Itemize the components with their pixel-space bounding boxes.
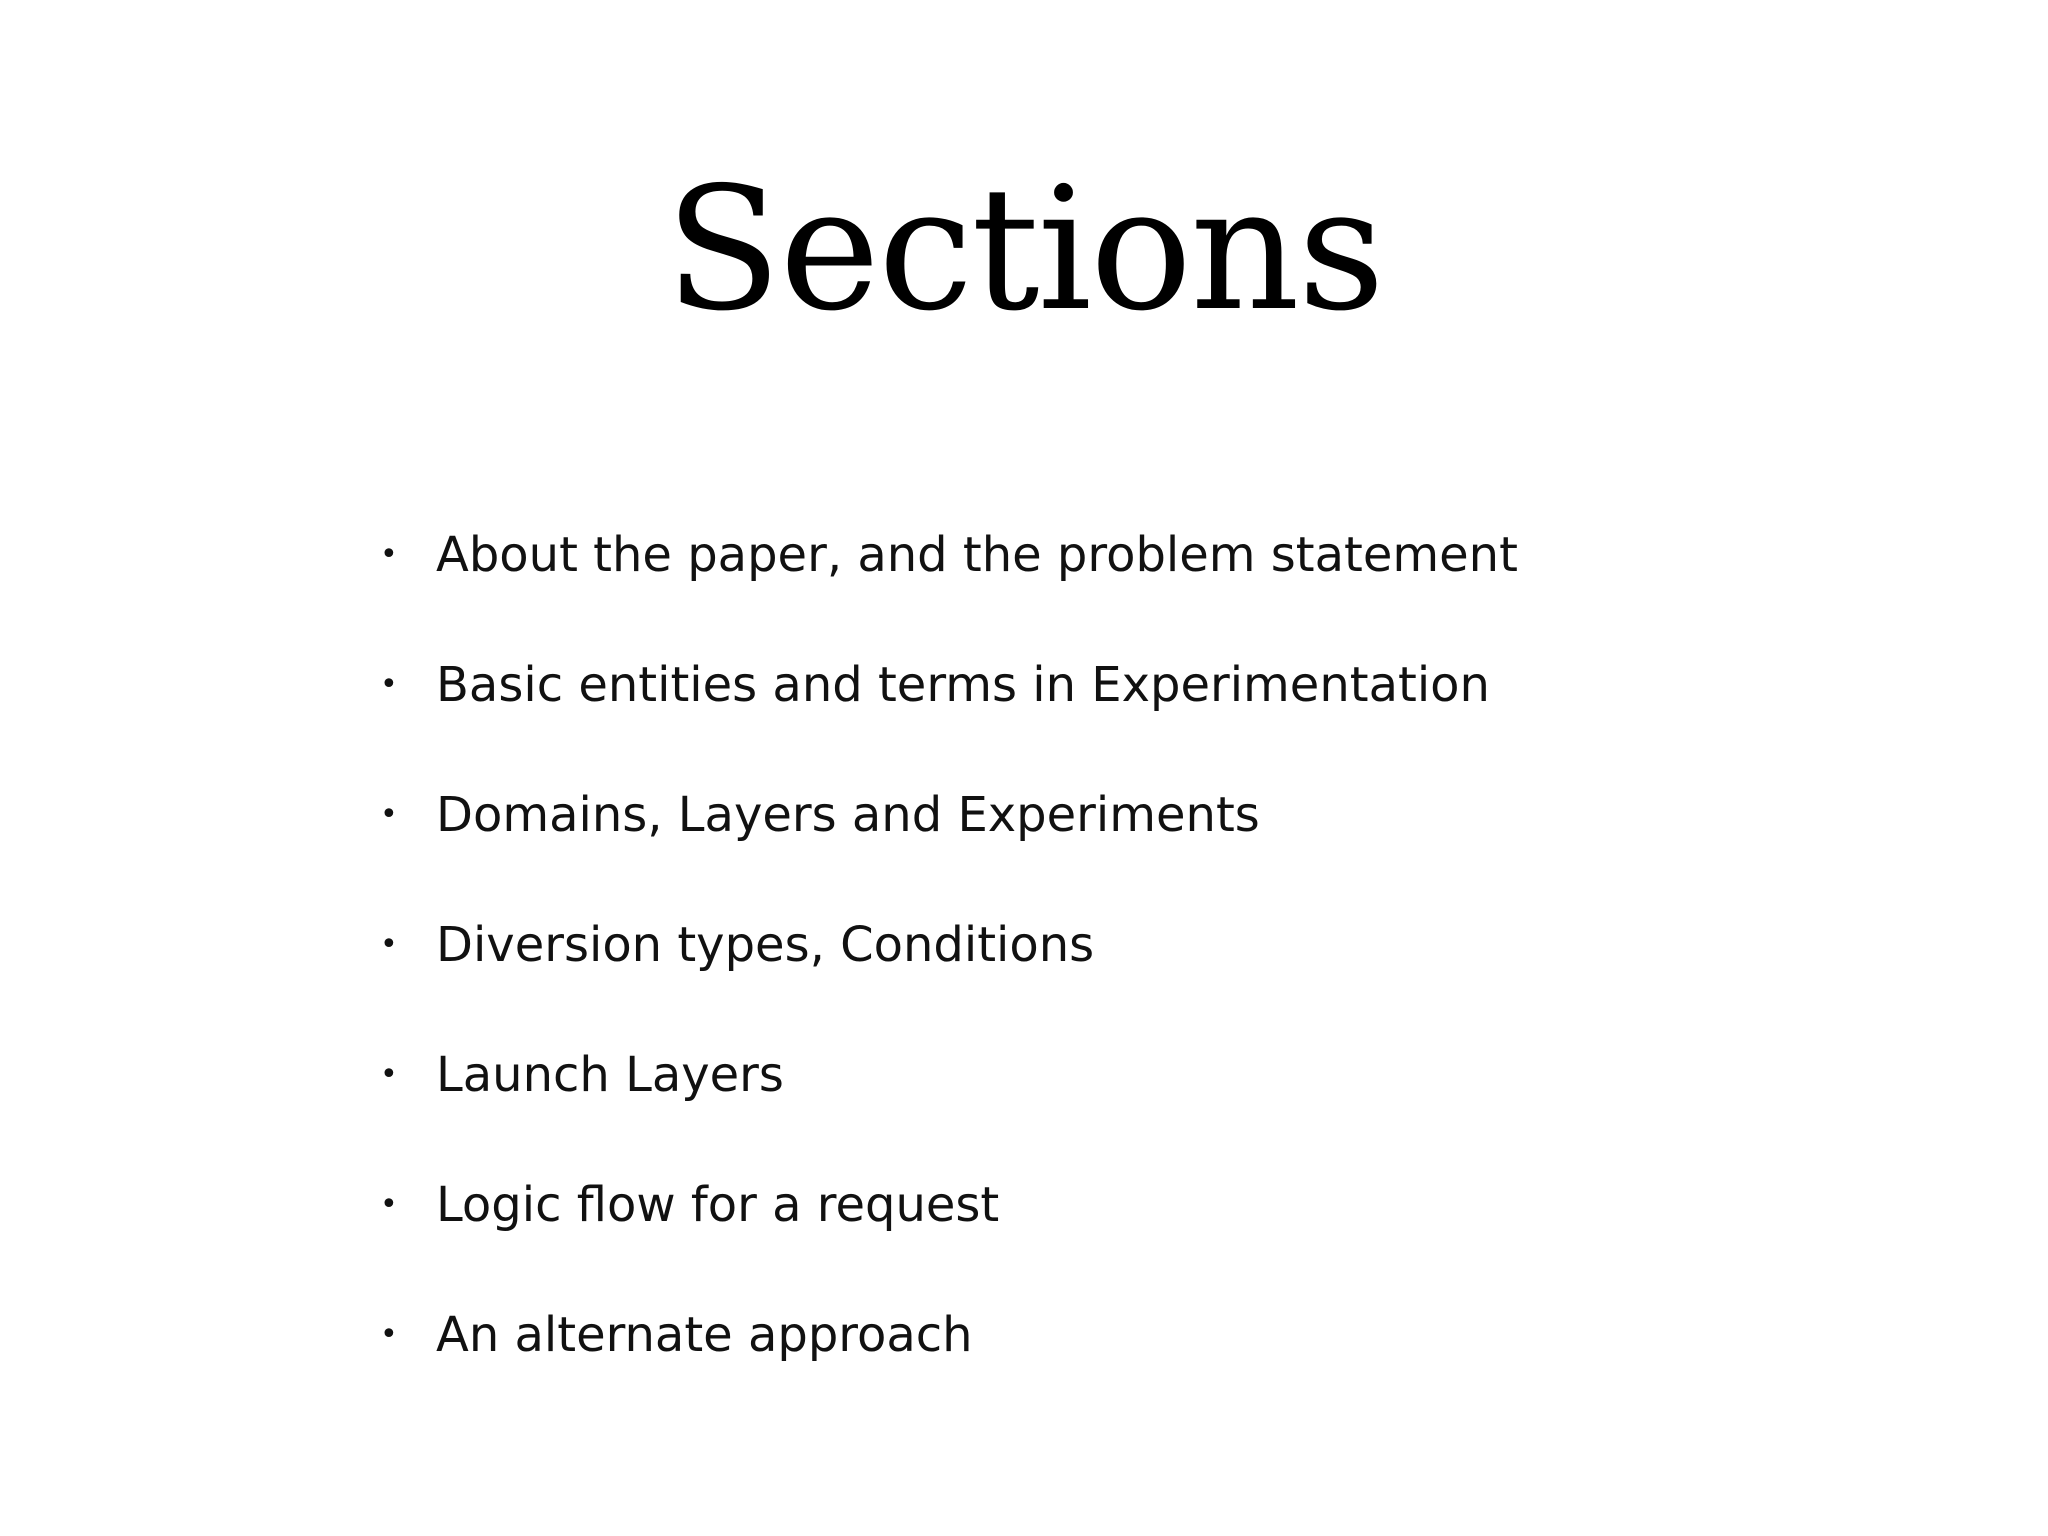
bullet-dot-icon: • — [380, 1057, 398, 1092]
bullet-item-7 — [380, 1270, 1518, 1400]
bullet-item-1 — [380, 490, 1518, 620]
bullet-text-5: Launch Layers — [436, 1047, 784, 1103]
bullet-text-7: An alternate approach — [436, 1307, 973, 1363]
bullet-text-1: About the paper, and the problem statement — [436, 527, 1518, 583]
bullet-dot-icon: • — [380, 1187, 398, 1222]
slide-title: Sections — [664, 151, 1384, 349]
bullet-text-4: Diversion types, Conditions — [436, 917, 1095, 973]
bullet-item-2 — [380, 620, 1518, 750]
bullet-dot-icon: • — [380, 927, 398, 962]
bullet-dot-icon: • — [380, 537, 398, 572]
bullet-item-6 — [380, 1140, 1518, 1270]
bullet-dot-icon: • — [380, 667, 398, 702]
bullet-item-3 — [380, 750, 1518, 880]
bullet-text-3: Domains, Layers and Experiments — [436, 787, 1260, 843]
bullet-dot-icon: • — [380, 1317, 398, 1352]
bullet-dot-icon: • — [380, 797, 398, 832]
bullet-item-5 — [380, 1010, 1518, 1140]
bullet-text-6: Logic flow for a request — [436, 1177, 1000, 1233]
bullet-text-2: Basic entities and terms in Experimentation — [436, 657, 1490, 713]
bullet-list — [380, 490, 1518, 1400]
bullet-item-4 — [380, 880, 1518, 1010]
